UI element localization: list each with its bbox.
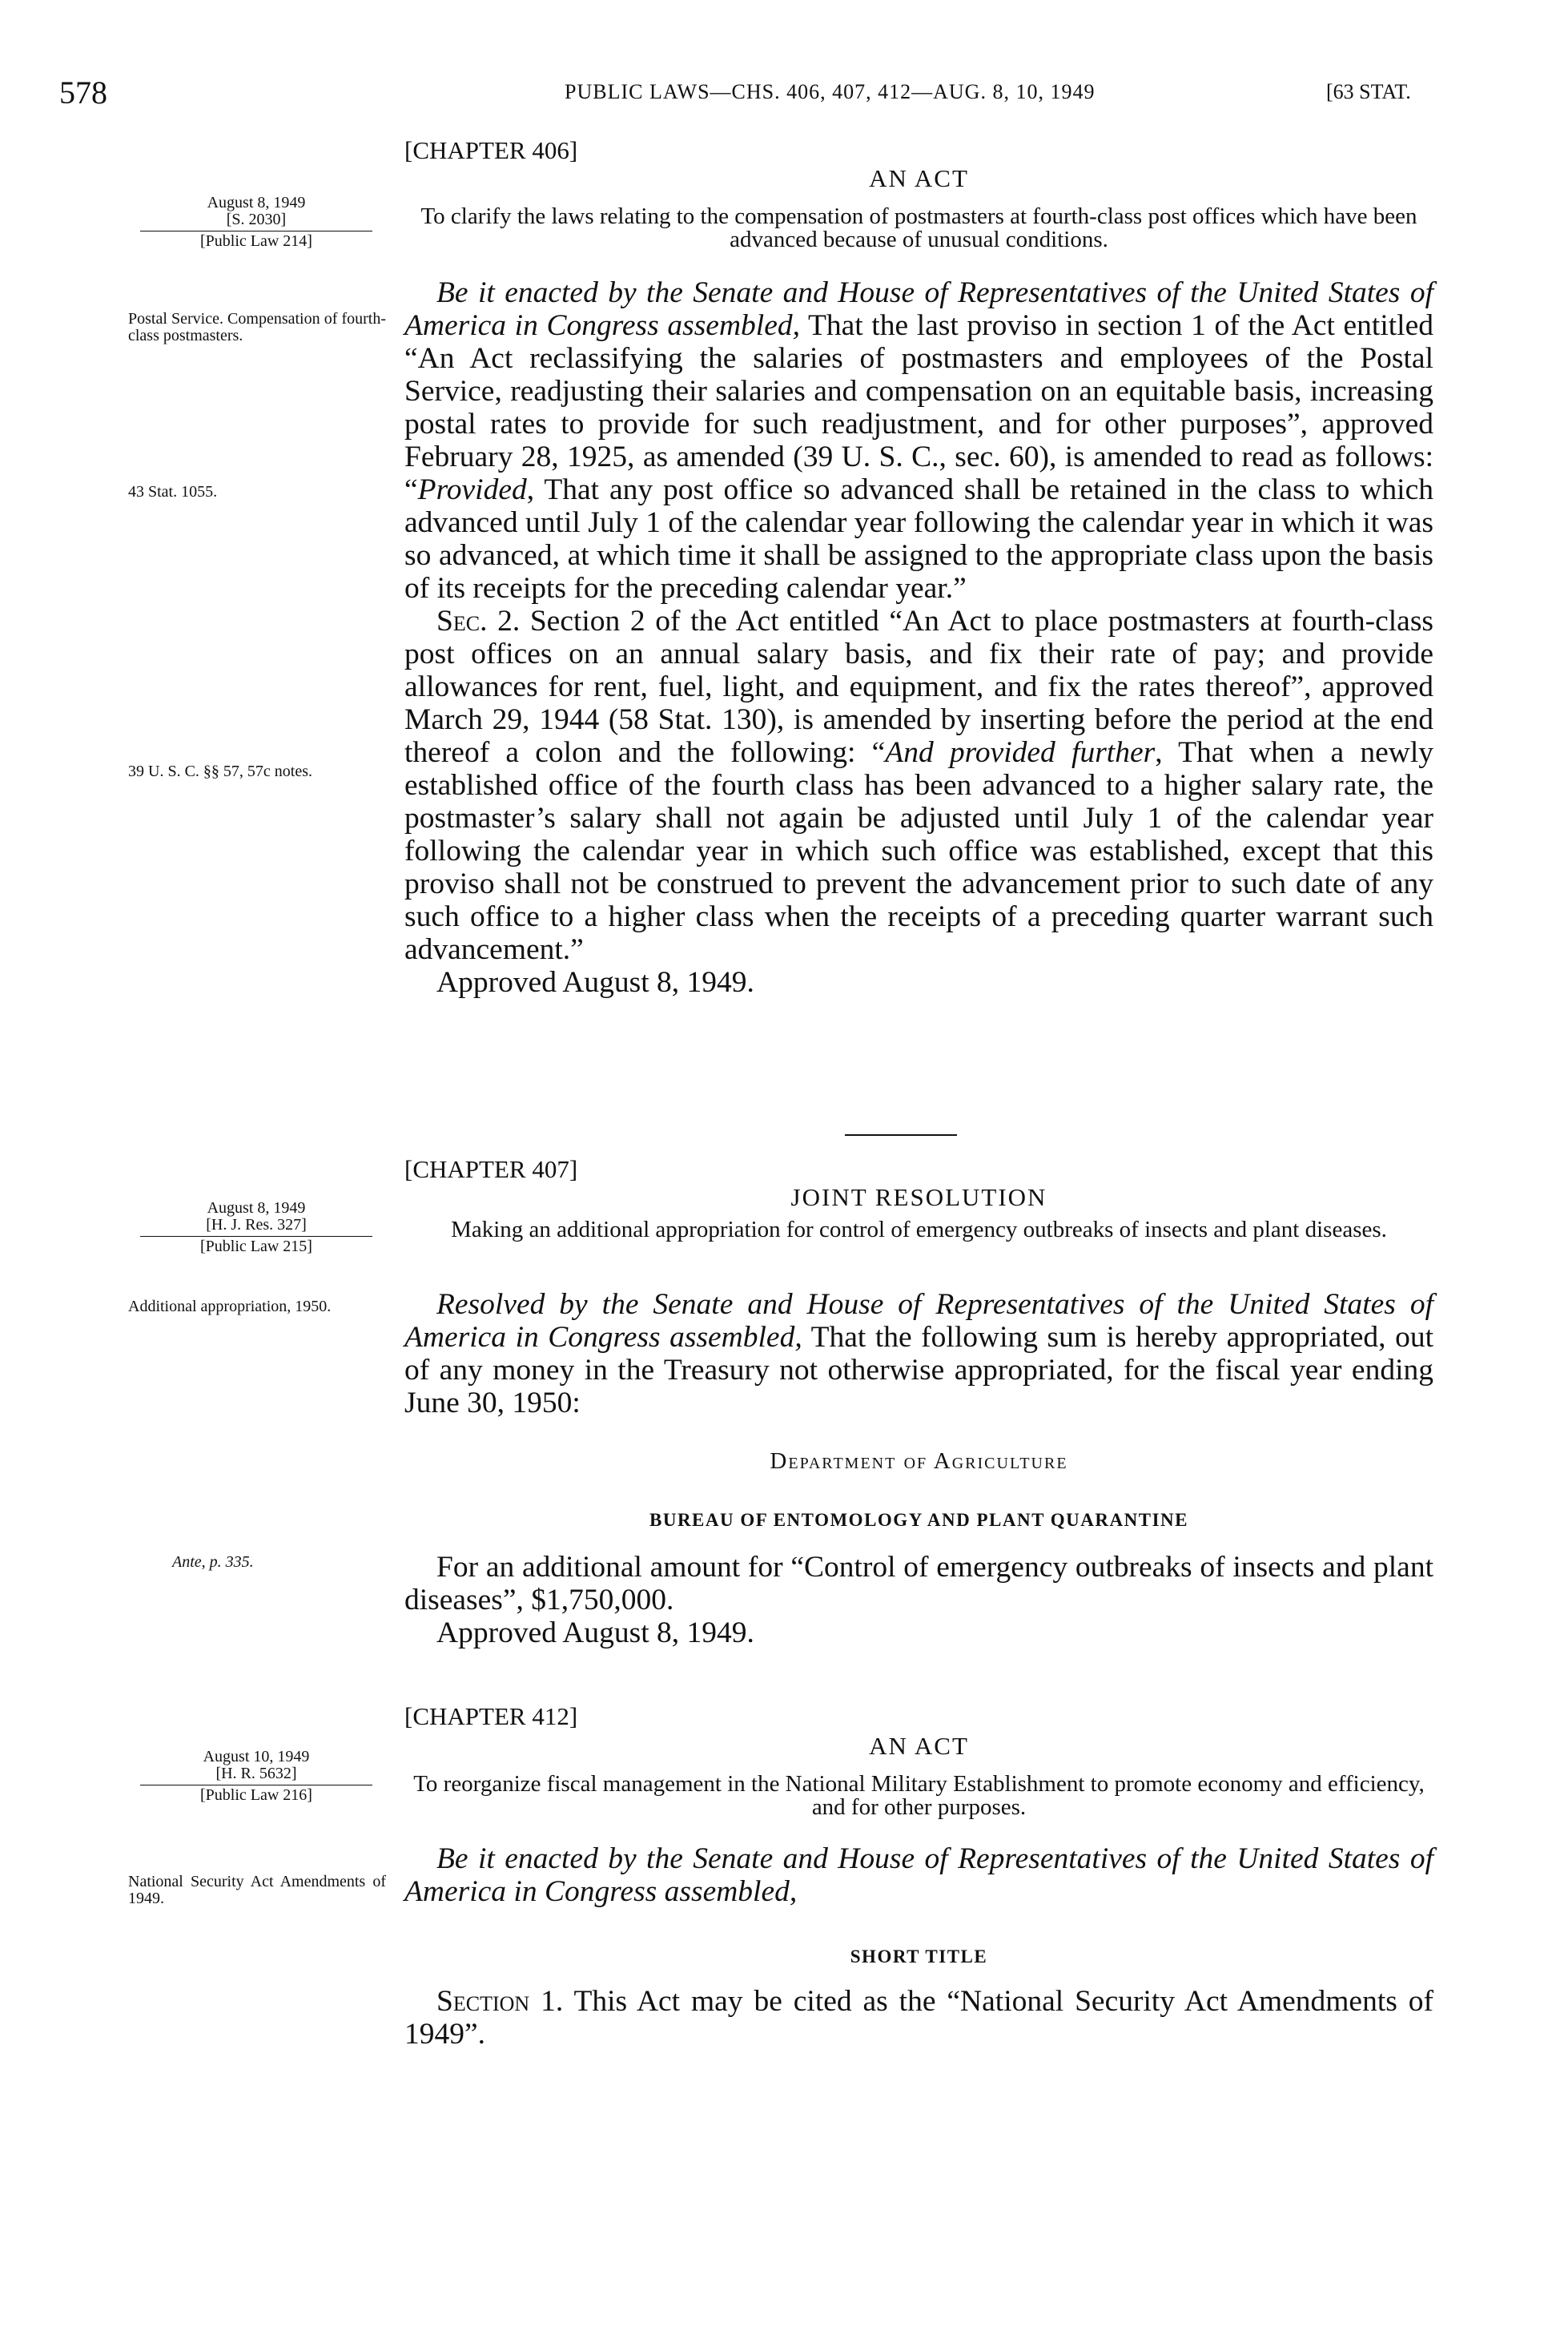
- chapter-407-heading: [CHAPTER 407]: [404, 1155, 578, 1183]
- chapter-412-act-type: AN ACT: [869, 1732, 969, 1760]
- margin-note-ch406-header: [136, 195, 376, 250]
- margin-public-law: [Public Law 214]: [200, 232, 312, 250]
- enacting-clause: Be it enacted by the Senate and House of Representatives of the United States of America in Congress assembled,: [404, 1842, 1433, 1908]
- margin-note-ch407-header: [136, 1200, 376, 1255]
- margin-public-law: [Public Law 215]: [200, 1238, 312, 1255]
- enacting-clause: Be it enacted by the Senate and House of Representatives of the United States of America in Congress assembled,: [404, 276, 1433, 342]
- volume-reference: [63 STAT.: [1326, 80, 1411, 103]
- section-2-tail: , That when a newly established office of the fourth class has been advanced to a higher salary rate, the postmaster’s salary shall not again be adjusted until July 1 of the calendar year following the calendar year in which such office was established, except that this proviso shall not be construed to prevent the advancement prior to such date of any such office to a higher class when the receipts of a preceding quarter warrant such advancement.”: [404, 736, 1433, 966]
- chapter-406-act-type: AN ACT: [869, 164, 969, 192]
- chapter-412-heading: [CHAPTER 412]: [404, 1702, 578, 1730]
- margin-date: August 8, 1949: [207, 194, 306, 211]
- margin-note-ch407-ref: Ante, p. 335.: [172, 1553, 254, 1571]
- margin-note-ch407-subject: Additional appropriation, 1950.: [128, 1298, 332, 1315]
- margin-note-ch406-ref2: 39 U. S. C. §§ 57, 57c notes.: [128, 763, 312, 780]
- chapter-412-purpose: To reorganize fiscal management in the National Military Establishment to promote economy and efficiency, and for other purposes.: [413, 1771, 1425, 1820]
- section-1-label: Section 1.: [436, 1985, 564, 2018]
- section-1-text: That the last proviso in section 1 of the Act entitled “An Act reclassifying the salaries of postmasters and employees of the Postal Service, readjusting their salaries and compensation on an equitable basis, increasing postal rates to provide for such readjustment, and for other purposes”, approved February 28, 1925, as amended (39 U. S. C., sec. 60), is amended to read as follows: “: [404, 309, 1434, 506]
- chapter-406-body: [404, 276, 1433, 999]
- margin-note-ch412-header: [136, 1749, 376, 1804]
- section-1-body: [404, 1985, 1433, 2051]
- margin-public-law: [Public Law 216]: [200, 1786, 312, 1804]
- section-divider: [845, 1134, 957, 1136]
- chapter-407-body: [404, 1288, 1433, 1419]
- section-1-tail: , That any post office so advanced shall be retained in the class to which advanced until July 1 of the calendar year following the calendar year in which it was so advanced, at which time it shall be assigned to the appropriate class upon the basis of its receipts for the preceding calendar year.”: [404, 473, 1433, 605]
- section-2-label: Sec. 2.: [436, 605, 521, 638]
- chapter-407-purpose: Making an additional appropriation for control of emergency outbreaks of insects and plant diseases.: [451, 1217, 1387, 1242]
- proviso-word: Provided: [417, 473, 527, 506]
- page-number: 578: [59, 74, 107, 111]
- appropriation-text: For an additional amount for “Control of emergency outbreaks of insects and plant diseases”, $1,750,000.: [404, 1551, 1433, 1616]
- margin-bill-number: [S. 2030]: [226, 211, 287, 228]
- short-title-heading: SHORT TITLE: [850, 1946, 988, 1967]
- department-heading: Department of Agriculture: [770, 1448, 1068, 1474]
- margin-date: August 8, 1949: [207, 1199, 306, 1217]
- section-2-proviso: And provided further: [885, 736, 1156, 769]
- margin-note-ch406-ref1: 43 Stat. 1055.: [128, 483, 218, 501]
- margin-note-ch412-subject: National Security Act Amendments of 1949.: [128, 1873, 386, 1907]
- chapter-406-purpose: To clarify the laws relating to the compensation of postmasters at fourth-class post offices which have been advanced because of unusual conditions.: [420, 203, 1417, 252]
- resolving-clause: Resolved by the Senate and House of Representatives of the United States of America in Congress assembled,: [404, 1288, 1433, 1354]
- resolution-text: That the following sum is hereby appropriated, out of any money in the Treasury not otherwise appropriated, for the fiscal year ending June 30, 1950:: [404, 1321, 1433, 1419]
- margin-divider: [140, 1236, 372, 1237]
- margin-date: August 10, 1949: [203, 1748, 310, 1765]
- chapter-407-act-type: JOINT RESOLUTION: [790, 1183, 1047, 1211]
- section-2-text: Section 2 of the Act entitled “An Act to place postmasters at fourth-class post offices on an annual salary basis, and fix their rate of pay; and provide allowances for rent, fuel, light, and equipment, and fix the rates thereof”, approved March 29, 1944 (58 Stat. 130), is amended by inserting before the period at the end thereof a colon and the following: “: [404, 605, 1434, 769]
- bureau-heading: BUREAU OF ENTOMOLOGY AND PLANT QUARANTINE: [649, 1510, 1188, 1530]
- margin-bill-number: [H. R. 5632]: [215, 1765, 297, 1782]
- chapter-407-approved: Approved August 8, 1949.: [436, 1616, 754, 1649]
- chapter-412-body: [404, 1842, 1433, 1908]
- chapter-406-approved: Approved August 8, 1949.: [436, 966, 754, 999]
- running-title: PUBLIC LAWS—CHS. 406, 407, 412—AUG. 8, 10, 1949: [565, 80, 1096, 103]
- section-1-text: This Act may be cited as the “National Security Act Amendments of 1949”.: [404, 1985, 1433, 2051]
- chapter-406-heading: [CHAPTER 406]: [404, 136, 578, 164]
- margin-note-ch406-subject: Postal Service. Compensation of fourth-class postmasters.: [128, 310, 386, 344]
- margin-bill-number: [H. J. Res. 327]: [206, 1216, 307, 1234]
- appropriation-body: [404, 1551, 1433, 1649]
